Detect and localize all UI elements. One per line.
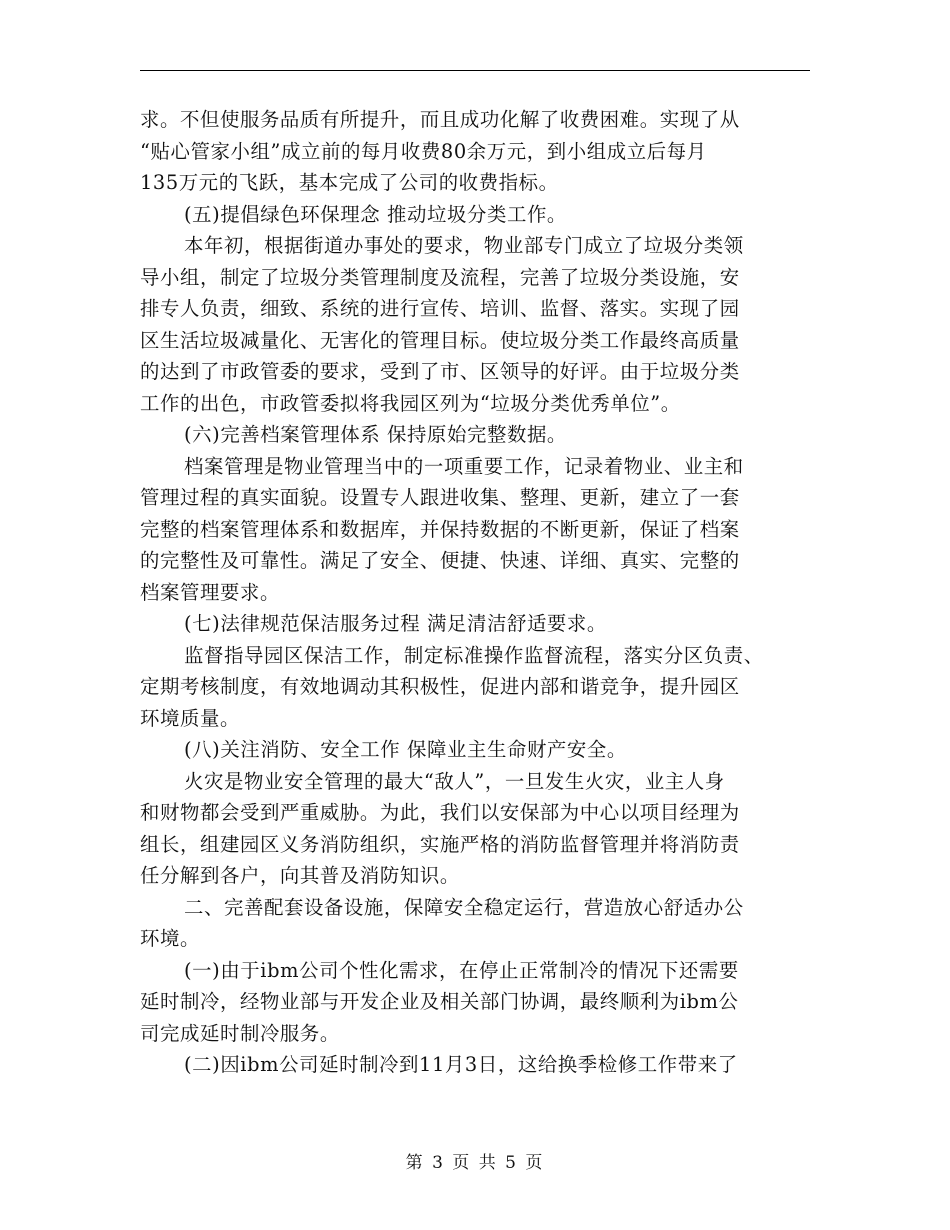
page-footer: 第 3 页 共 5 页 bbox=[405, 1153, 545, 1173]
text-line: 司完成延时制冷服务。 bbox=[140, 1021, 340, 1045]
text-line: 管理过程的真实面貌。设置专人跟进收集、整理、更新，建立了一套 bbox=[140, 486, 740, 509]
text-line: 的完整性及可靠性。满足了安全、便捷、快速、详细、真实、完整的 bbox=[140, 549, 740, 572]
text-line: (五)提倡绿色环保理念 推动垃圾分类工作。 bbox=[184, 202, 567, 226]
text-line: 定期考核制度，有效地调动其积极性，促进内部和谐竞争，提升园区 bbox=[140, 675, 740, 698]
text-line: 工作的出色，市政管委拟将我园区列为“垃圾分类优秀单位”。 bbox=[140, 391, 681, 415]
text-line: (一)由于ibm公司个性化需求，在停止正常制冷的情况下还需要 bbox=[184, 958, 739, 982]
text-line: 排专人负责，细致、系统的进行宣传、培训、监督、落实。实现了园 bbox=[140, 297, 740, 320]
text-line: 区生活垃圾减量化、无害化的管理目标。使垃圾分类工作最终高质量 bbox=[140, 328, 740, 352]
header-rule bbox=[140, 70, 810, 71]
text-line: 求。不但使服务品质有所提升，而且成功化解了收费困难。实现了从 bbox=[140, 108, 740, 131]
text-line: “贴心管家小组”成立前的每月收费80余万元，到小组成立后每月 bbox=[140, 139, 707, 163]
text-line: 组长，组建园区义务消防组织，实施严格的消防监督管理并将消防责 bbox=[140, 832, 740, 856]
text-line: 本年初，根据街道办事处的要求，物业部专门成立了垃圾分类领 bbox=[184, 234, 744, 257]
text-line: (七)法律规范保洁服务过程 满足清洁舒适要求。 bbox=[184, 612, 607, 635]
text-line: 导小组，制定了垃圾分类管理制度及流程，完善了垃圾分类设施，安 bbox=[140, 265, 740, 289]
text-line: 和财物都会受到严重威胁。为此，我们以安保部为中心以项目经理为 bbox=[140, 801, 740, 824]
text-line: 任分解到各户，向其普及消防知识。 bbox=[140, 864, 460, 887]
text-line: 延时制冷，经物业部与开发企业及相关部门协调，最终顺利为ibm公 bbox=[140, 990, 739, 1013]
text-line: 完整的档案管理体系和数据库，并保持数据的不断更新，保证了档案 bbox=[140, 517, 740, 541]
text-line: (二)因ibm公司延时制冷到11月3日，这给换季检修工作带来了 bbox=[184, 1053, 738, 1076]
text-line: 监督指导园区保洁工作，制定标准操作监督流程，落实分区负责、 bbox=[184, 643, 764, 667]
text-line: 二、完善配套设备设施，保障安全稳定运行，营造放心舒适办公 bbox=[184, 895, 744, 919]
text-line: 火灾是物业安全管理的最大“敌人”，一旦发生火灾，业主人身 bbox=[184, 769, 725, 793]
text-line: (六)完善档案管理体系 保持原始完整数据。 bbox=[184, 423, 567, 446]
text-line: 的达到了市政管委的要求，受到了市、区领导的好评。由于垃圾分类 bbox=[140, 360, 740, 383]
text-line: (八)关注消防、安全工作 保障业主生命财产安全。 bbox=[184, 738, 627, 761]
text-line: 135万元的飞跃，基本完成了公司的收费指标。 bbox=[140, 171, 559, 194]
text-line: 环境质量。 bbox=[140, 706, 240, 730]
body-text bbox=[140, 104, 810, 1081]
text-line: 档案管理是物业管理当中的一项重要工作，记录着物业、业主和 bbox=[184, 454, 744, 478]
text-line: 环境。 bbox=[140, 927, 200, 950]
text-line: 档案管理要求。 bbox=[140, 580, 280, 604]
